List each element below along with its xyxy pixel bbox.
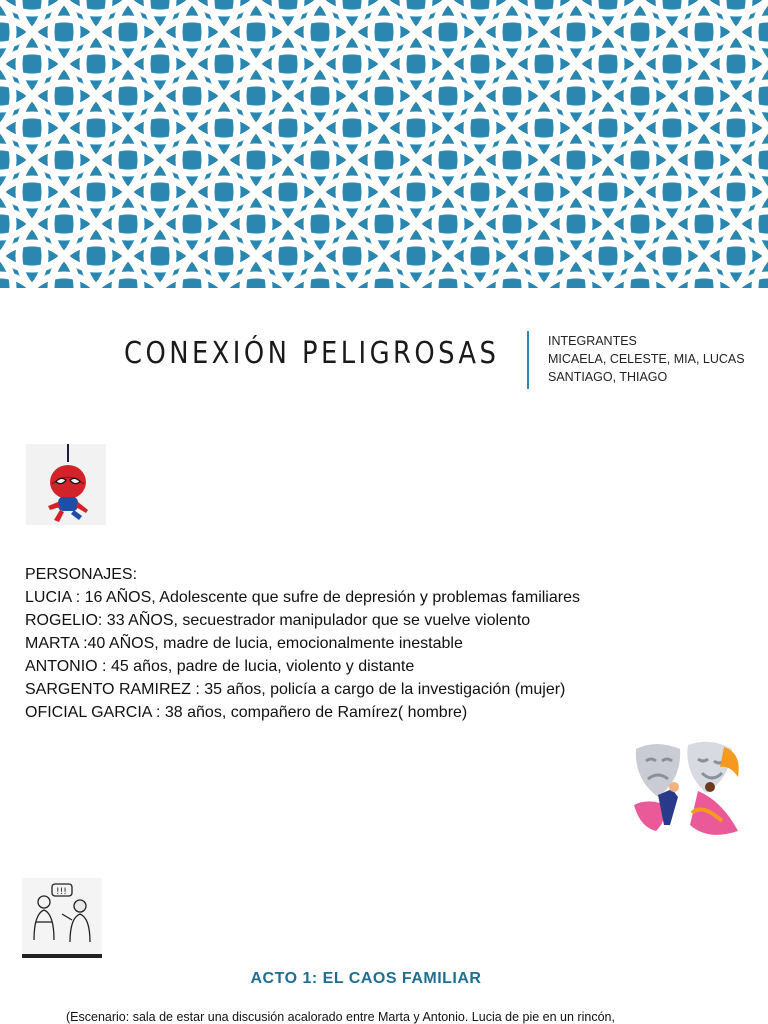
character-name: LUCIA : 16 AÑOS, — [25, 589, 156, 606]
character-row — [25, 632, 580, 655]
members-line-1: MICAELA, CELESTE, MIA, LUCAS — [548, 352, 745, 366]
svg-text:!!!: !!! — [56, 887, 67, 897]
character-name: SARGENTO RAMIREZ : 35 — [25, 681, 223, 698]
members-heading: INTEGRANTES — [548, 334, 637, 348]
members-line-2: SANTIAGO, THIAGO — [548, 370, 668, 384]
character-desc: secuestrador manipulador que se vuelve violento — [177, 612, 531, 629]
presentation-title: CONEXIÓN PELIGROSAS — [124, 336, 500, 371]
lattice-pattern — [0, 0, 768, 288]
theater-masks-image — [628, 735, 754, 845]
character-name: MARTA :40 AÑOS, — [25, 635, 159, 652]
theater-masks-icon — [628, 735, 754, 845]
character-name: OFICIAL GARCIA : 38 — [25, 704, 183, 721]
character-row — [25, 586, 580, 609]
characters-heading: PERSONAJES: — [25, 566, 138, 583]
character-row — [25, 678, 580, 701]
character-row — [25, 655, 580, 678]
act-title: ACTO 1: EL CAOS FAMILIAR — [250, 970, 482, 987]
decorative-banner — [0, 0, 768, 288]
character-desc: madre de lucia, emocionalmente inestable — [158, 635, 463, 652]
spiderman-image — [26, 444, 106, 525]
characters-list — [25, 563, 580, 724]
title-divider — [527, 331, 529, 389]
scene-description: (Escenario: sala de estar una discusión acalorado entre Marta y Antonio. Lucia de pie en un rincón, — [66, 1010, 615, 1024]
character-desc: Adolescente que sufre de depresión y problemas familiares — [155, 589, 580, 606]
character-row — [25, 609, 580, 632]
spiderman-icon — [26, 444, 106, 525]
character-desc: años, policía a cargo de la investigación (mujer) — [222, 681, 566, 698]
character-name: ANTONIO : 45 — [25, 658, 129, 675]
character-desc: años, compañero de Ramírez( hombre) — [182, 704, 468, 721]
argument-image — [22, 878, 102, 958]
argument-icon — [22, 878, 102, 958]
character-name: ROGELIO: 33 AÑOS, — [25, 612, 178, 629]
character-row — [25, 701, 580, 724]
members-block — [548, 332, 745, 386]
character-desc: años, padre de lucia, violento y distante — [128, 658, 415, 675]
